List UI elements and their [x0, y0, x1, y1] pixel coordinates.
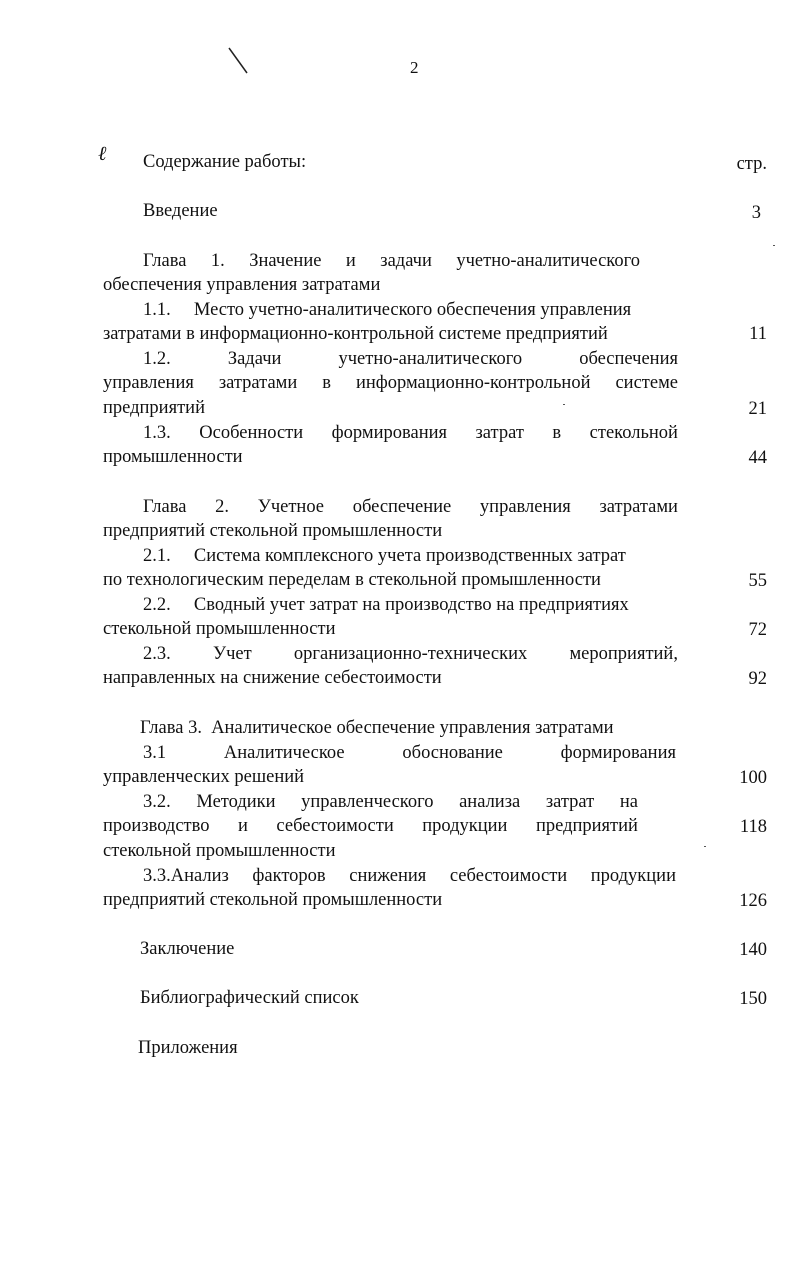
section-3-1-page: 100	[739, 768, 767, 788]
section-1-1-page: 11	[749, 324, 767, 344]
section-3-2-page: 118	[739, 817, 767, 837]
chapter1-title-cont: обеспечения управления затратами	[103, 275, 381, 295]
section-3-3-line2: предприятий стекольной промышленности	[103, 890, 443, 910]
section-1-3-line1: 1.3. Особенности формирования затрат в стекольной	[143, 423, 678, 443]
pages-column-label: стр.	[736, 154, 767, 174]
scan-speck	[704, 846, 706, 847]
section-3-1-line1: 3.1 Аналитическое обоснование формирования	[143, 743, 676, 763]
chapter2-title: Глава 2. Учетное обеспечение управления затратами	[143, 497, 678, 517]
section-1-1-line2: затратами в информационно-контрольной системе предприятий	[103, 324, 608, 344]
section-2-2-line1: 2.2. Сводный учет затрат на производство на предприятиях	[143, 595, 629, 615]
chapter1-title: Глава 1. Значение и задачи учетно-аналитического	[143, 251, 640, 271]
section-3-3-line1: 3.3.Анализ факторов снижения себестоимости продукции	[143, 866, 676, 886]
toc-intro: Введение	[143, 201, 218, 221]
scan-stroke-mark	[226, 46, 250, 76]
section-2-3-line2: направленных на снижение себестоимости	[103, 668, 442, 688]
chapter2-title-cont: предприятий стекольной промышленности	[103, 521, 443, 541]
scan-speck	[563, 404, 565, 405]
scan-speck	[773, 245, 775, 246]
section-1-2-page: 21	[748, 399, 767, 419]
page-number: 2	[410, 58, 419, 77]
section-2-1-page: 55	[748, 571, 767, 591]
section-3-1-line2: управленческих решений	[103, 767, 305, 787]
toc-conclusion: Заключение	[140, 939, 235, 959]
toc-title: Содержание работы:	[143, 152, 307, 172]
section-3-2-line3: стекольной промышленности	[103, 841, 336, 861]
section-1-2-line3: предприятий	[103, 398, 205, 418]
section-3-3-page: 126	[739, 891, 767, 911]
handwritten-mark: ℓ	[98, 143, 107, 165]
toc-conclusion-page: 140	[739, 940, 767, 960]
section-2-3-line1: 2.3. Учет организационно-технических мероприятий,	[143, 644, 678, 664]
section-3-2-line2: производство и себестоимости продукции предприятий	[103, 816, 638, 836]
section-1-2-line1: 1.2. Задачи учетно-аналитического обеспечения	[143, 349, 678, 369]
section-1-3-line2: промышленности	[103, 447, 243, 467]
section-1-2-line2: управления затратами в информационно-контрольной системе	[103, 373, 678, 393]
toc-bibliography: Библиографический список	[140, 988, 359, 1008]
section-2-3-page: 92	[748, 669, 767, 689]
toc-bibliography-page: 150	[739, 989, 767, 1009]
section-2-2-line2: стекольной промышленности	[103, 619, 336, 639]
section-1-3-page: 44	[748, 448, 767, 468]
section-2-1-line2: по технологическим переделам в стекольной промышленности	[103, 570, 601, 590]
section-2-1-line1: 2.1. Система комплексного учета производственных затрат	[143, 546, 626, 566]
section-1-1-line1: 1.1. Место учетно-аналитического обеспечения управления	[143, 300, 632, 320]
toc-appendix: Приложения	[138, 1038, 238, 1058]
chapter3-title: Глава 3. Аналитическое обеспечение управления затратами	[140, 718, 614, 738]
section-3-2-line1: 3.2. Методики управленческого анализа затрат на	[143, 792, 638, 812]
toc-intro-page: 3	[751, 203, 761, 223]
section-2-2-page: 72	[748, 620, 767, 640]
